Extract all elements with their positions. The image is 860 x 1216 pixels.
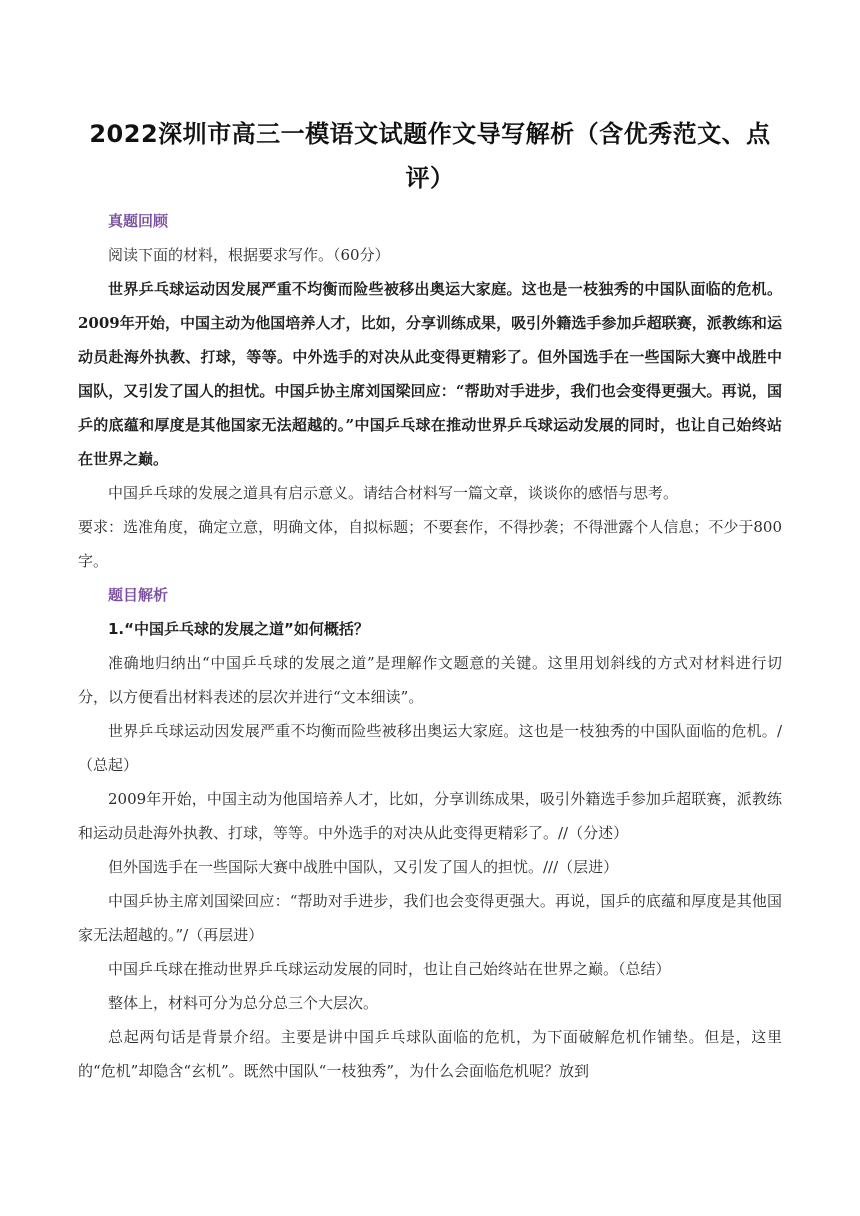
page-title: 2022深圳市高三一模语文试题作文导写解析（含优秀范文、点评） bbox=[89, 120, 771, 192]
analysis-intro-paragraph: 准确地归纳出“中国乒乓球的发展之道”是理解作文题意的关键。这里用划斜线的方式对材料进行切分，以方便看出材料表述的层次并进行“文本细读”。 bbox=[78, 654, 782, 706]
segment-paragraph-2: 2009年开始，中国主动为他国培养人才，比如，分享训练成果，吸引外籍选手参加乒超联赛，派教练和运动员赴海外执教、打球，等等。中外选手的对决从此变得更精彩了。//（分述） bbox=[78, 790, 782, 842]
analysis-continued-paragraph: 总起两句话是背景介绍。主要是讲中国乒乓球队面临的危机，为下面破解危机作铺垫。但是，这里的“危机”却隐含“玄机”。既然中国队“一枝独秀”，为什么会面临危机呢？放到 bbox=[78, 1028, 782, 1080]
question-heading: 1.“中国乒乓球的发展之道”如何概括？ bbox=[108, 620, 369, 638]
prompt-paragraph: 中国乒乓球的发展之道具有启示意义。请结合材料写一篇文章，谈谈你的感悟与思考。 bbox=[108, 484, 679, 502]
segment-paragraph-3: 但外国选手在一些国际大赛中战胜中国队，又引发了国人的担忧。///（层进） bbox=[108, 858, 619, 876]
material-paragraph: 世界乒乓球运动因发展严重不均衡而险些被移出奥运大家庭。这也是一枝独秀的中国队面临的危机。2009年开始，中国主动为他国培养人才，比如，分享训练成果，吸引外籍选手参加乒超联赛，派教练和运动员赴海外执教、打球，等等。中外选手的对决从此变得更精彩了。但外国选手在一些国际大赛中战胜中国队，又引发了国人的担忧。中国乒协主席刘国梁回应：“帮助对手进步，我们也会变得更强大。再说，国乒的底蕴和厚度是其他国家无法超越的。”中国乒乓球在推动世界乒乓球运动发展的同时，也让自己始终站在世界之巅。 bbox=[78, 280, 782, 468]
instruction-paragraph: 阅读下面的材料，根据要求写作。（60分） bbox=[108, 246, 390, 264]
section-heading-analysis: 题目解析 bbox=[108, 586, 169, 604]
segment-paragraph-1: 世界乒乓球运动因发展严重不均衡而险些被移出奥运大家庭。这也是一枝独秀的中国队面临的危机。/（总起） bbox=[78, 722, 782, 774]
requirements-paragraph: 要求：选准角度，确定立意，明确文体，自拟标题；不要套作，不得抄袭；不得泄露个人信息；不少于800字。 bbox=[78, 518, 782, 570]
section-heading-review: 真题回顾 bbox=[108, 212, 169, 230]
segment-paragraph-4: 中国乒协主席刘国梁回应：“帮助对手进步，我们也会变得更强大。再说，国乒的底蕴和厚度是其他国家无法超越的。”/（再层进） bbox=[78, 892, 782, 944]
segment-paragraph-5: 中国乒乓球在推动世界乒乓球运动发展的同时，也让自己始终站在世界之巅。（总结） bbox=[108, 960, 671, 978]
summary-paragraph: 整体上，材料可分为总分总三个大层次。 bbox=[108, 994, 379, 1012]
